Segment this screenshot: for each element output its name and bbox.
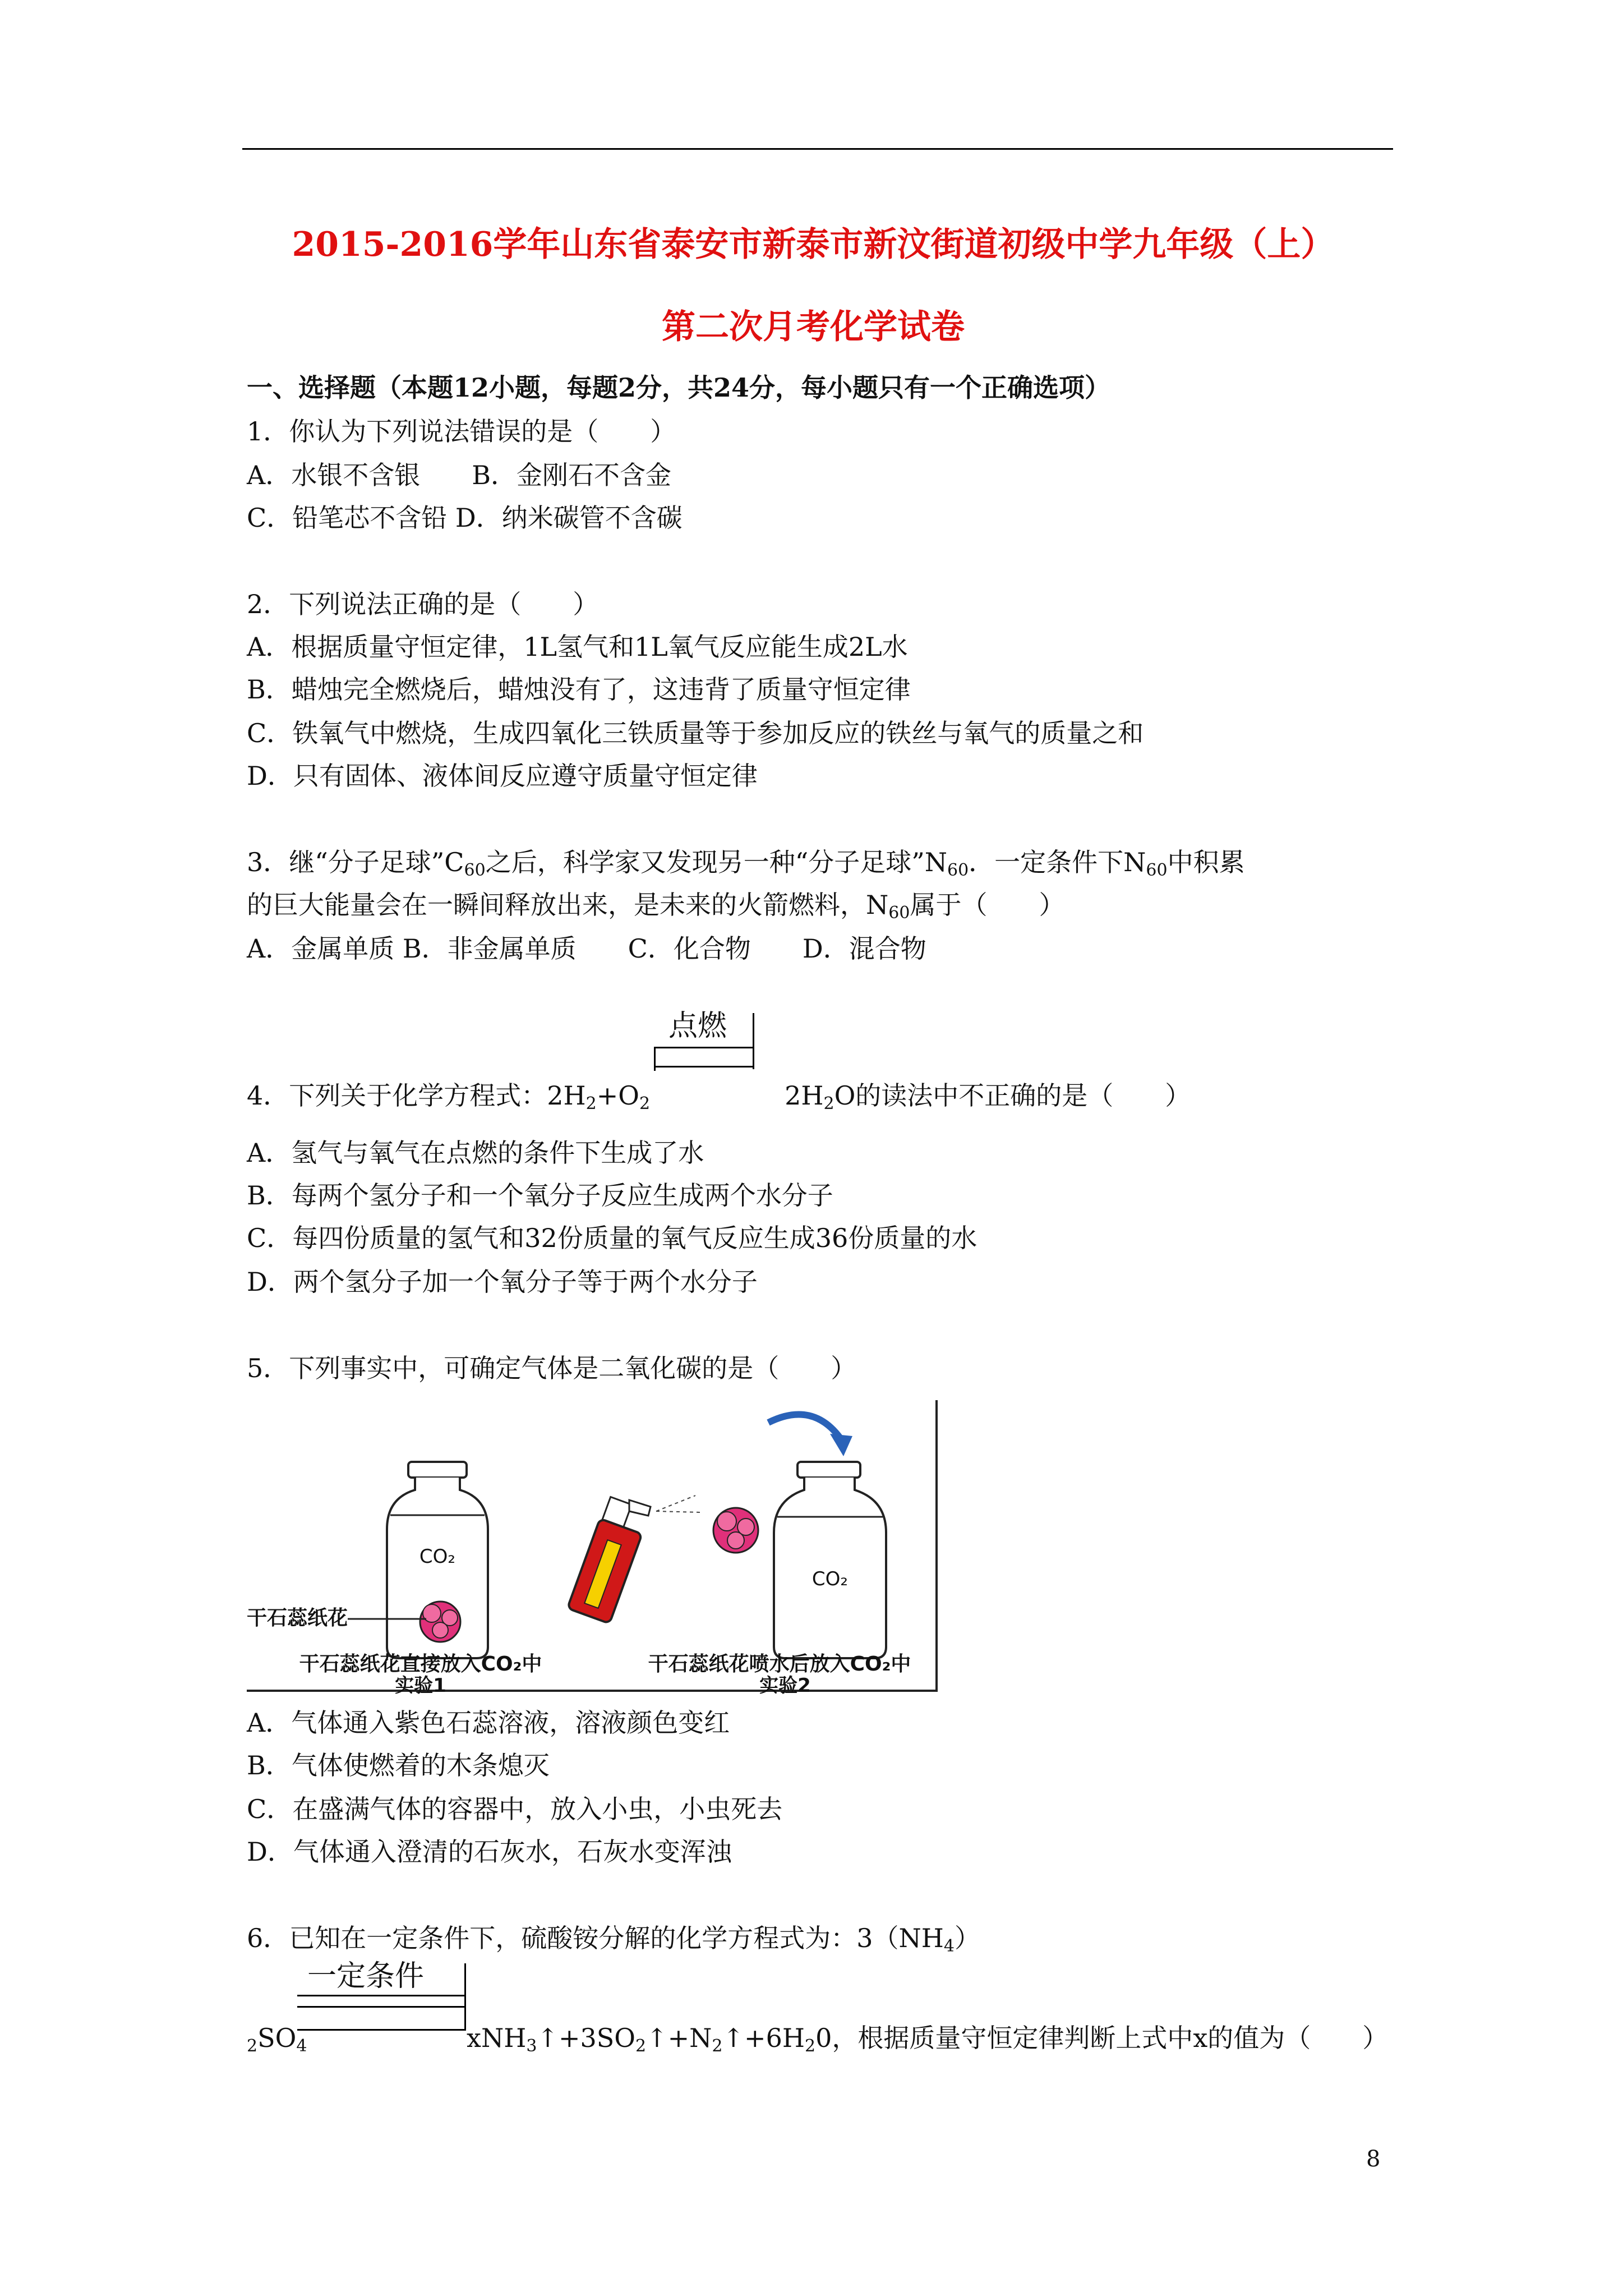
- experiment-illustration: [247, 1400, 940, 1694]
- q2-option-c: C．铁氧气中燃烧，生成四氧化三铁质量等于参加反应的铁丝与氧气的质量之和: [247, 718, 1144, 748]
- flower-2-icon: [713, 1508, 758, 1553]
- q2-option-d: D．只有固体、液体间反应遵守质量守恒定律: [247, 761, 758, 791]
- jar-1: [387, 1462, 488, 1658]
- q6-condition-line-bottom: [297, 2006, 465, 2008]
- q3-stem-line1: 3．继“分子足球$”C_{60}$之后，科学家又发现另一种“分子足球$”N_{60}$．一定条件下$N_{60}$中积累: [247, 847, 1245, 880]
- caption-experiment-1: 干石蕊纸花直接放入CO₂中: [299, 1653, 542, 1676]
- q5-option-b: B．气体使燃着的木条熄灭: [247, 1750, 550, 1780]
- q5-option-c: C．在盛满气体的容器中，放入小虫，小虫死去: [247, 1794, 783, 1824]
- q4-condition-tick: [753, 1013, 754, 1069]
- q1-options-ab: A．水银不含银 B．金刚石不含金: [247, 460, 672, 490]
- q4-option-a: A．氢气与氧气在点燃的条件下生成了水: [247, 1138, 704, 1168]
- q4-stem: 4．下列关于化学方程式：$2H_2+O_2$ $2H_2O$的读法中不正确的是（ ）: [247, 1080, 1191, 1114]
- q4-equation-arrow: [654, 1066, 753, 1068]
- q2-stem: 2．下列说法正确的是（ ）: [247, 589, 599, 619]
- q2-option-a: A．根据质量守恒定律，1L氢气和1L氧气反应能生成2L水: [247, 632, 908, 662]
- jar-2: [774, 1462, 886, 1658]
- q5-stem: 5．下列事实中，可确定气体是二氧化碳的是（ ）: [247, 1353, 857, 1383]
- header-rule: [242, 148, 1393, 150]
- q3-options: A．金属单质 B．非金属单质 C．化合物 D．混合物: [247, 933, 926, 964]
- label-experiment-2: 实验2: [759, 1674, 811, 1694]
- q4-option-d: D．两个氢分子加一个氧分子等于两个水分子: [247, 1267, 758, 1297]
- curved-arrow-icon: [768, 1414, 852, 1456]
- section-heading: 一、选择题（本题12小题，每题2分，共24分，每小题只有一个正确选项）: [247, 372, 1111, 403]
- page-number: 8: [1366, 2146, 1381, 2172]
- caption-experiment-2: 干石蕊纸花喷水后放入CO₂中: [648, 1653, 911, 1676]
- q5-experiment-figure: [247, 1400, 940, 1694]
- q6-equation-rest: $xNH_3↑+3SO_2↑+N_2↑+6H_20$，根据质量守恒定律判断上式中x的值为（ ）: [467, 2023, 1389, 2056]
- q4-condition-label: 点燃: [668, 1009, 727, 1043]
- spray-bottle-icon: [568, 1496, 701, 1623]
- q6-reactant: $_2SO_4$: [247, 2023, 307, 2056]
- q4-option-b: B．每两个氢分子和一个氧分子反应生成两个水分子: [247, 1180, 833, 1211]
- q5-option-d: D．气体通入澄清的石灰水，石灰水变浑浊: [247, 1837, 732, 1867]
- jar1-co2-label: CO₂: [419, 1545, 456, 1568]
- q3-stem-line2: 的巨大能量会在一瞬间释放出来，是未来的火箭燃料，$N_{60}$属于（ ）: [247, 890, 1065, 923]
- q1-stem: 1．你认为下列说法错误的是（ ）: [247, 416, 676, 447]
- q6-condition-line-top: [297, 1995, 465, 1996]
- q6-condition-label: 一定条件: [307, 1959, 425, 1993]
- flower-label: 干石蕊纸花: [247, 1607, 348, 1630]
- label-experiment-1: 实验1: [395, 1674, 446, 1694]
- q5-option-a: A．气体通入紫色石蕊溶液，溶液颜色变红: [247, 1708, 730, 1738]
- q2-option-b: B．蜡烛完全燃烧后，蜡烛没有了，这违背了质量守恒定律: [247, 674, 911, 705]
- q1-options-cd: C．铅笔芯不含铅 D．纳米碳管不含碳: [247, 503, 683, 533]
- q6-equation-arrow: [297, 2029, 465, 2031]
- jar2-co2-label: CO₂: [811, 1568, 849, 1590]
- exam-title-line2: 第二次月考化学试卷: [662, 307, 965, 347]
- q4-option-c: C．每四份质量的氢气和32份质量的氧气反应生成36份质量的水: [247, 1223, 978, 1253]
- q6-stem: 6．已知在一定条件下，硫酸铵分解的化学方程式为：$3(NH_4)$: [247, 1923, 980, 1956]
- flower-1-icon: [420, 1602, 460, 1642]
- q6-condition-tick: [464, 1963, 466, 2031]
- exam-title-line1: 2015-2016学年山东省泰安市新泰市新汶街道初级中学九年级（上）: [292, 225, 1335, 264]
